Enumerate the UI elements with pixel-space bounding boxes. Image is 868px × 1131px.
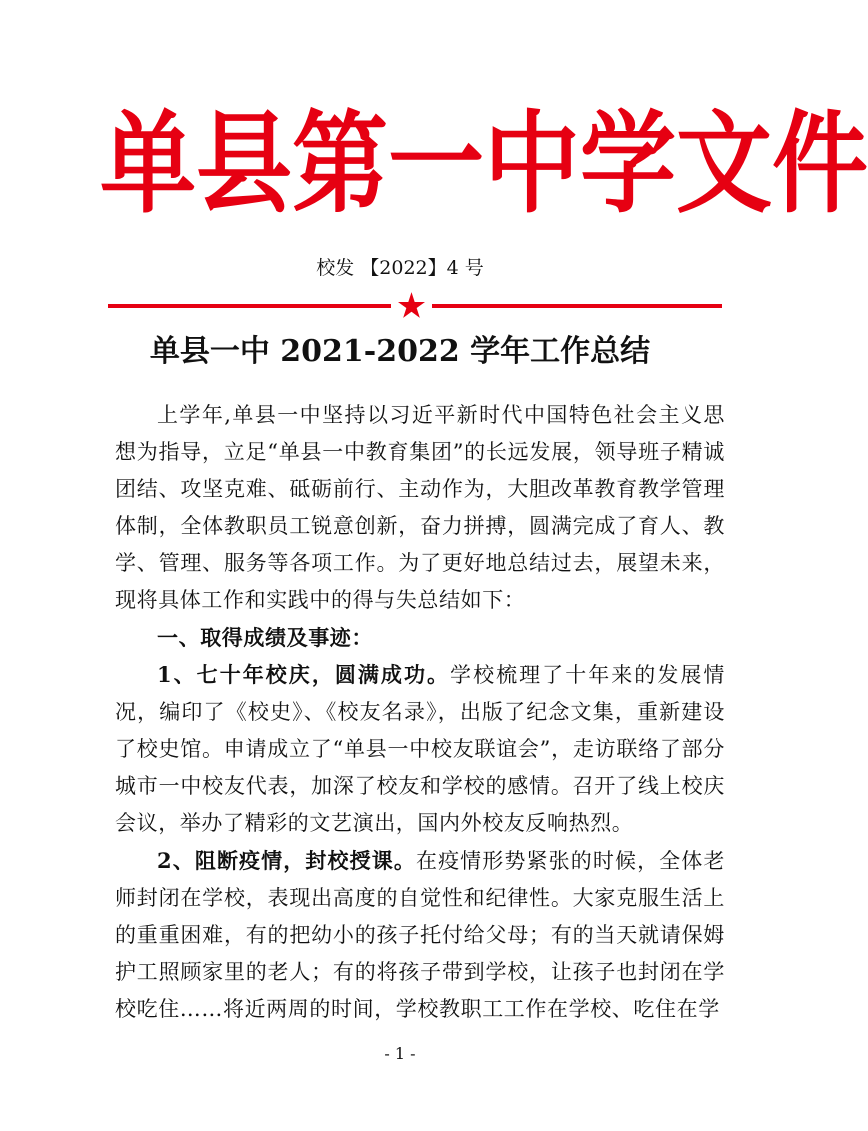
section-heading: 一、取得成绩及事迹： xyxy=(157,625,373,650)
item-text: 学校梳理了十年来的发展情况，编印了《校史》、《校友名录》，出版了纪念文集，重新建设了校史馆。申请成立了“单县一中校友联谊会”，走访联络了部分城市一中校友代表，加深了校友和学校的感情。召开了线上校庆会议，举办了精彩的文艺演出，国内外校友反响热烈。 xyxy=(115,663,725,835)
intro-paragraph: 上学年,单县一中坚持以习近平新时代中国特色社会主义思想为指导，立足“单县一中教育集团”的长远发展，领导班子精诚团结、攻坚克难、砥砺前行、主动作为，大胆改革教育教学管理体制，全体教职员工锐意创新，奋力拼搏，圆满完成了育人、教学、管理、服务等各项工作。为了更好地总结过去，展望未来，现将具体工作和实践中的得与失总结如下： xyxy=(115,403,725,612)
item-paragraph xyxy=(115,842,725,1028)
masthead-char: 中 xyxy=(484,98,580,229)
document-title: 单县一中 2021-2022 学年工作总结 xyxy=(149,334,651,369)
masthead-char: 文 xyxy=(676,98,772,229)
page-number: - 1 - xyxy=(384,1044,416,1063)
masthead-char: 第 xyxy=(292,98,388,229)
masthead-char: 件 xyxy=(772,98,868,229)
divider-left xyxy=(108,304,391,308)
divider-right xyxy=(432,304,722,308)
item-paragraph xyxy=(115,656,725,842)
item-text: 在疫情形势紧张的时候，全体老师封闭在学校，表现出高度的自觉性和纪律性。大家克服生活上的重重困难，有的把幼小的孩子托付给父母；有的当天就请保姆护工照顾家里的老人；有的将孩子带到学校，让孩子也封闭在学校吃住……将近两周的时间，学校教职工工作在学校、吃住在学 xyxy=(115,849,725,1021)
masthead-char: 单 xyxy=(100,98,196,229)
document-body xyxy=(115,397,725,1028)
masthead-char: 一 xyxy=(388,98,484,229)
masthead-char: 县 xyxy=(196,98,292,229)
item-title: 2、阻断疫情，封校授课。 xyxy=(157,848,416,873)
document-number: 校发 【2022】4 号 xyxy=(316,257,484,279)
star-icon xyxy=(398,292,425,318)
masthead-char: 学 xyxy=(580,98,676,229)
masthead xyxy=(100,98,868,229)
item-title: 1、七十年校庆，圆满成功。 xyxy=(157,662,451,687)
